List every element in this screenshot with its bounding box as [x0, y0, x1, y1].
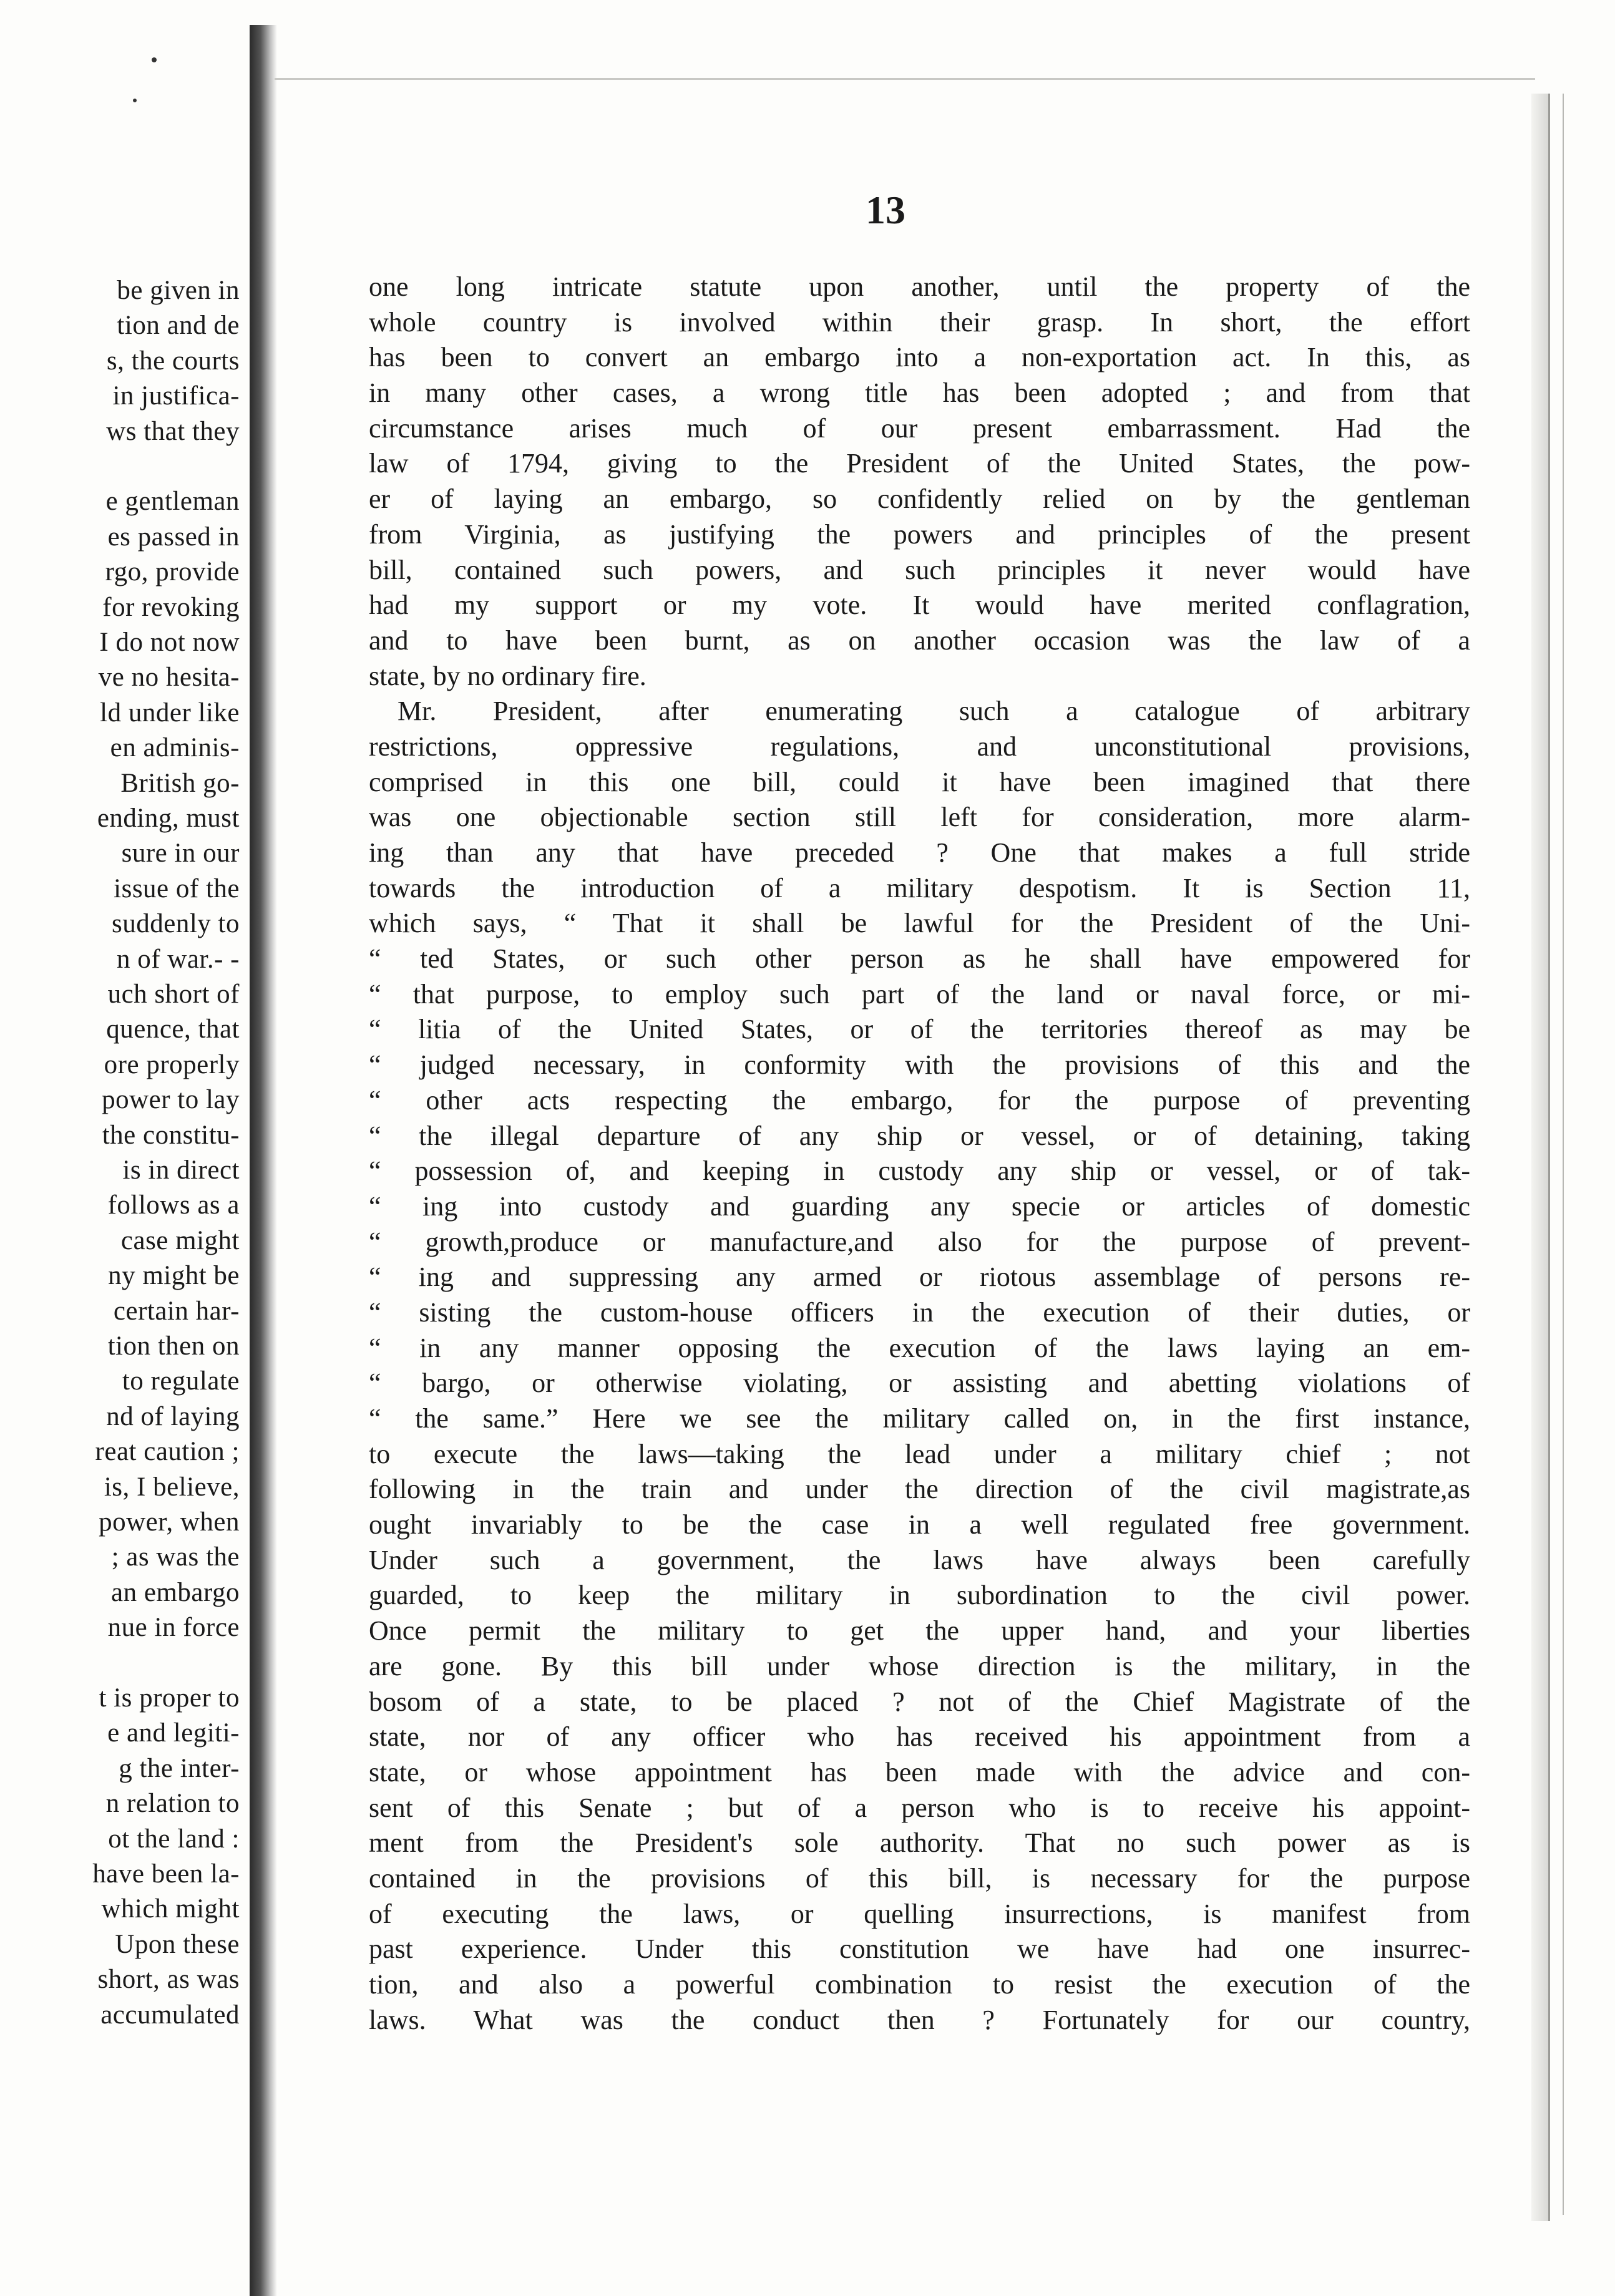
left-page-line: tion and de: [117, 311, 240, 341]
left-page-line: ve no hesita-: [98, 663, 240, 693]
body-line: Once permit the military to get the upper hand, and your liberties: [369, 1615, 1470, 1647]
left-page-line: power, when: [99, 1507, 240, 1537]
book-gutter: [250, 25, 277, 2296]
left-page-line: is, I believe,: [104, 1472, 240, 1502]
body-line: sent of this Senate ; but of a person who is to receive his appoint-: [369, 1792, 1470, 1823]
left-page-fragment: [0, 0, 250, 2296]
left-page-line: to regulate: [122, 1366, 240, 1396]
left-page-line: es passed in: [107, 522, 240, 552]
body-line: “ sisting the custom-house officers in the execution of their duties, or: [369, 1296, 1470, 1328]
body-line: laws. What was the conduct then ? Fortunately for our country,: [369, 2004, 1470, 2035]
left-page-line: British go-: [120, 768, 240, 798]
left-page-line: e and legiti-: [107, 1718, 240, 1748]
left-page-line: in justifica-: [112, 381, 240, 411]
body-line: guarded, to keep the military in subordination to the civil power.: [369, 1580, 1470, 1611]
left-page-line: an embargo: [111, 1577, 240, 1607]
left-page-line: certain har-: [113, 1296, 240, 1326]
left-page-line: short, as was: [97, 1965, 240, 1995]
body-line: law of 1794, giving to the President of the United States, the pow-: [369, 448, 1470, 479]
left-page-line: nd of laying: [106, 1401, 240, 1431]
body-line: state, or whose appointment has been made with the advice and con-: [369, 1756, 1470, 1788]
left-page-line: rgo, provide: [105, 557, 240, 587]
left-page-line: for revoking: [102, 592, 240, 622]
left-page-line: ; as was the: [111, 1542, 240, 1572]
page-edge-strip: [1531, 94, 1550, 2221]
body-line: one long intricate statute upon another, until the property of the: [369, 271, 1470, 302]
right-page: [277, 0, 1531, 2296]
body-line: of executing the laws, or quelling insurrections, is manifest from: [369, 1898, 1470, 1929]
body-line: er of laying an embargo, so confidently relied on by the gentleman: [369, 484, 1470, 515]
left-page-line: en adminis-: [110, 733, 240, 763]
body-line: “ ing and suppressing any armed or riotous assemblage of persons re-: [369, 1262, 1470, 1293]
body-line: ought invariably to be the case in a well regulated free government.: [369, 1509, 1470, 1540]
ink-speck: [152, 57, 157, 62]
left-page-line: quence, that: [106, 1014, 240, 1044]
left-page-line: ending, must: [97, 804, 240, 833]
left-page-line: n of war.- -: [116, 944, 240, 974]
body-line: from Virginia, as justifying the powers and principles of the present: [369, 518, 1470, 550]
left-page-line: suddenly to: [112, 909, 240, 939]
body-line: contained in the provisions of this bill, is necessary for the purpose: [369, 1862, 1470, 1894]
body-line: “ ing into custody and guarding any specie or articles of domestic: [369, 1190, 1470, 1222]
body-line: bosom of a state, to be placed ? not of the Chief Magistrate of the: [369, 1686, 1470, 1717]
body-line: state, by no ordinary fire.: [369, 660, 646, 691]
left-page-line: uch short of: [107, 980, 240, 1009]
body-line: “ possession of, and keeping in custody any ship or vessel, or of tak-: [369, 1155, 1470, 1187]
body-line: towards the introduction of a military despotism. It is Section 11,: [369, 872, 1470, 903]
left-page-line: ld under like: [100, 698, 240, 727]
left-page-line: issue of the: [114, 873, 240, 903]
left-page-line: power to lay: [102, 1085, 240, 1115]
body-line: has been to convert an embargo into a non-exportation act. In this, as: [369, 342, 1470, 373]
body-line: ment from the President's sole authority. That no such power as is: [369, 1827, 1470, 1859]
body-line: “ other acts respecting the embargo, for the purpose of preventing: [369, 1084, 1470, 1116]
left-page-line: e gentleman: [105, 487, 240, 517]
left-page-line: the constitu-: [102, 1120, 240, 1150]
left-page-line: nue in force: [107, 1613, 240, 1643]
body-line: in many other cases, a wrong title has been adopted ; and from that: [369, 377, 1470, 409]
body-line: to execute the laws—taking the lead under a military chief ; not: [369, 1438, 1470, 1469]
page-number: 13: [866, 188, 905, 232]
ink-speck: [133, 99, 137, 102]
left-page-line: ws that they: [106, 416, 240, 446]
left-page-line: is in direct: [122, 1155, 240, 1185]
body-line: circumstance arises much of our present embarrassment. Had the: [369, 412, 1470, 444]
body-line: which says, “ That it shall be lawful for the President of the Uni-: [369, 908, 1470, 939]
body-line: and to have been burnt, as on another occasion was the law of a: [369, 625, 1470, 656]
left-page-line: s, the courts: [106, 346, 240, 376]
left-page-line: accumulated: [100, 2000, 240, 2030]
body-line: ing than any that have preceded ? One that makes a full stride: [369, 837, 1470, 868]
left-page-line: which might: [101, 1894, 240, 1924]
body-line: “ litia of the United States, or of the territories thereof as may be: [369, 1014, 1470, 1045]
body-line: Under such a government, the laws have always been carefully: [369, 1544, 1470, 1575]
left-page-line: reat caution ;: [95, 1437, 240, 1467]
left-page-line: ot the land :: [108, 1824, 240, 1854]
left-page-line: t is proper to: [99, 1683, 240, 1713]
left-page-line: Upon these: [115, 1929, 240, 1959]
body-line: “ the same.” Here we see the military called on, in the first instance,: [369, 1403, 1470, 1434]
body-line: bill, contained such powers, and such principles it never would have: [369, 554, 1470, 585]
body-line: Mr. President, after enumerating such a catalogue of arbitrary: [398, 696, 1470, 727]
body-line: are gone. By this bill under whose direction is the military, in the: [369, 1650, 1470, 1681]
body-line: “ growth,produce or manufacture,and also for the purpose of prevent-: [369, 1226, 1470, 1257]
left-page-line: ore properly: [104, 1049, 240, 1079]
left-page-line: be given in: [117, 276, 240, 305]
body-line: whole country is involved within their grasp. In short, the effort: [369, 306, 1470, 338]
body-line: following in the train and under the direction of the civil magistrate,as: [369, 1474, 1470, 1505]
left-page-line: sure in our: [121, 839, 240, 868]
left-page-line: I do not now: [99, 628, 240, 657]
page-edge-strip-outer: [1550, 94, 1564, 2215]
left-page-line: n relation to: [105, 1789, 240, 1819]
body-line: comprised in this one bill, could it have been imagined that there: [369, 766, 1470, 797]
body-line: was one objectionable section still left for consideration, more alarm-: [369, 802, 1470, 833]
page-body-text: [369, 270, 1470, 2038]
body-line: state, nor of any officer who has received his appointment from a: [369, 1721, 1470, 1753]
body-line: “ bargo, or otherwise violating, or assisting and abetting violations of: [369, 1368, 1470, 1399]
body-line: “ that purpose, to employ such part of the land or naval force, or mi-: [369, 978, 1470, 1009]
body-line: “ ted States, or such other person as he shall have empowered for: [369, 943, 1470, 975]
body-line: past experience. Under this constitution we have had one insurrec-: [369, 1934, 1470, 1965]
body-line: tion, and also a powerful combination to resist the execution of the: [369, 1969, 1470, 2000]
body-line: restrictions, oppressive regulations, and unconstitutional provisions,: [369, 731, 1470, 762]
left-page-line: have been la-: [92, 1859, 240, 1889]
left-page-line: follows as a: [107, 1190, 240, 1220]
left-page-line: tion then on: [107, 1331, 240, 1361]
left-page-line: ny might be: [108, 1261, 240, 1291]
body-line: had my support or my vote. It would have merited conflagration,: [369, 590, 1470, 621]
body-line: “ judged necessary, in conformity with the provisions of this and the: [369, 1049, 1470, 1081]
body-line: “ in any manner opposing the execution of the laws laying an em-: [369, 1332, 1470, 1363]
body-line: “ the illegal departure of any ship or vessel, or of detaining, taking: [369, 1120, 1470, 1151]
left-page-line: g the inter-: [119, 1753, 240, 1783]
left-page-line: case might: [120, 1225, 240, 1255]
